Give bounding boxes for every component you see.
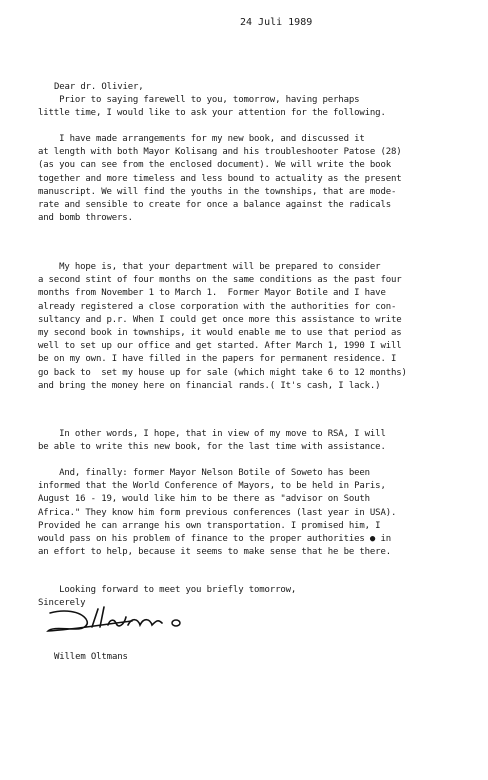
paragraph-intro: Prior to saying farewell to you, tomorrow, having perhaps little time, I would like to ask your attention for the following.	[38, 95, 386, 119]
handwritten-signature	[40, 603, 220, 639]
paragraph-move-rsa: In other words, I hope, that in view of my move to RSA, I will be able to write this new book, for the last time with assistance.	[38, 429, 386, 453]
salutation: Dear dr. Olivier,	[54, 82, 144, 92]
paragraph-mayor-conference: And, finally: former Mayor Nelson Botile of Soweto has been informed that the World Conference of Mayors, to be held in Paris, August 16 - 19, would like him to be there as "advisor on South Africa." They know him form previous conferences (last year in USA). Provided he can arrange his own transportation. I promised him, I would pass on his problem of finance to the proper authorities ● in an effort to help, because it seems to make sense that he be there.	[38, 468, 397, 558]
closing: Sincerely	[38, 598, 86, 608]
signer-name: Willem Oltmans	[54, 652, 128, 662]
paragraph-second-stint: My hope is, that your department will be prepared to consider a second stint of four months on the same conditions as the past four months from November 1 to March 1. Former Mayor Botile and I have already registered a close corporation with the authorities for con- sultancy and p.r. When I could get once more this assistance to write my second book in townships, it would enable me to use that period as well to set up our office and get started. After March 1, 1990 I will be on my own. I have filled in the papers for permanent residence. I go back to set my house up for sale (which might take 6 to 12 months) and bring the money here on financial rands.( It's cash, I lack.)	[38, 262, 407, 391]
letter-date: 24 Juli 1989	[240, 17, 313, 28]
paragraph-looking-forward: Looking forward to meet you briefly tomorrow,	[38, 585, 297, 595]
paragraph-new-book: I have made arrangements for my new book, and discussed it at length with both Mayor Kolisang and his troubleshooter Patose (28) (as you can see from the enclosed document). We will write the book together and more timeless and less bound to actuality as the present manuscript. We will find the youths in the townships, that are mode- rate and sensible to create for once a balance against the radicals and bomb throwers.	[38, 134, 402, 224]
